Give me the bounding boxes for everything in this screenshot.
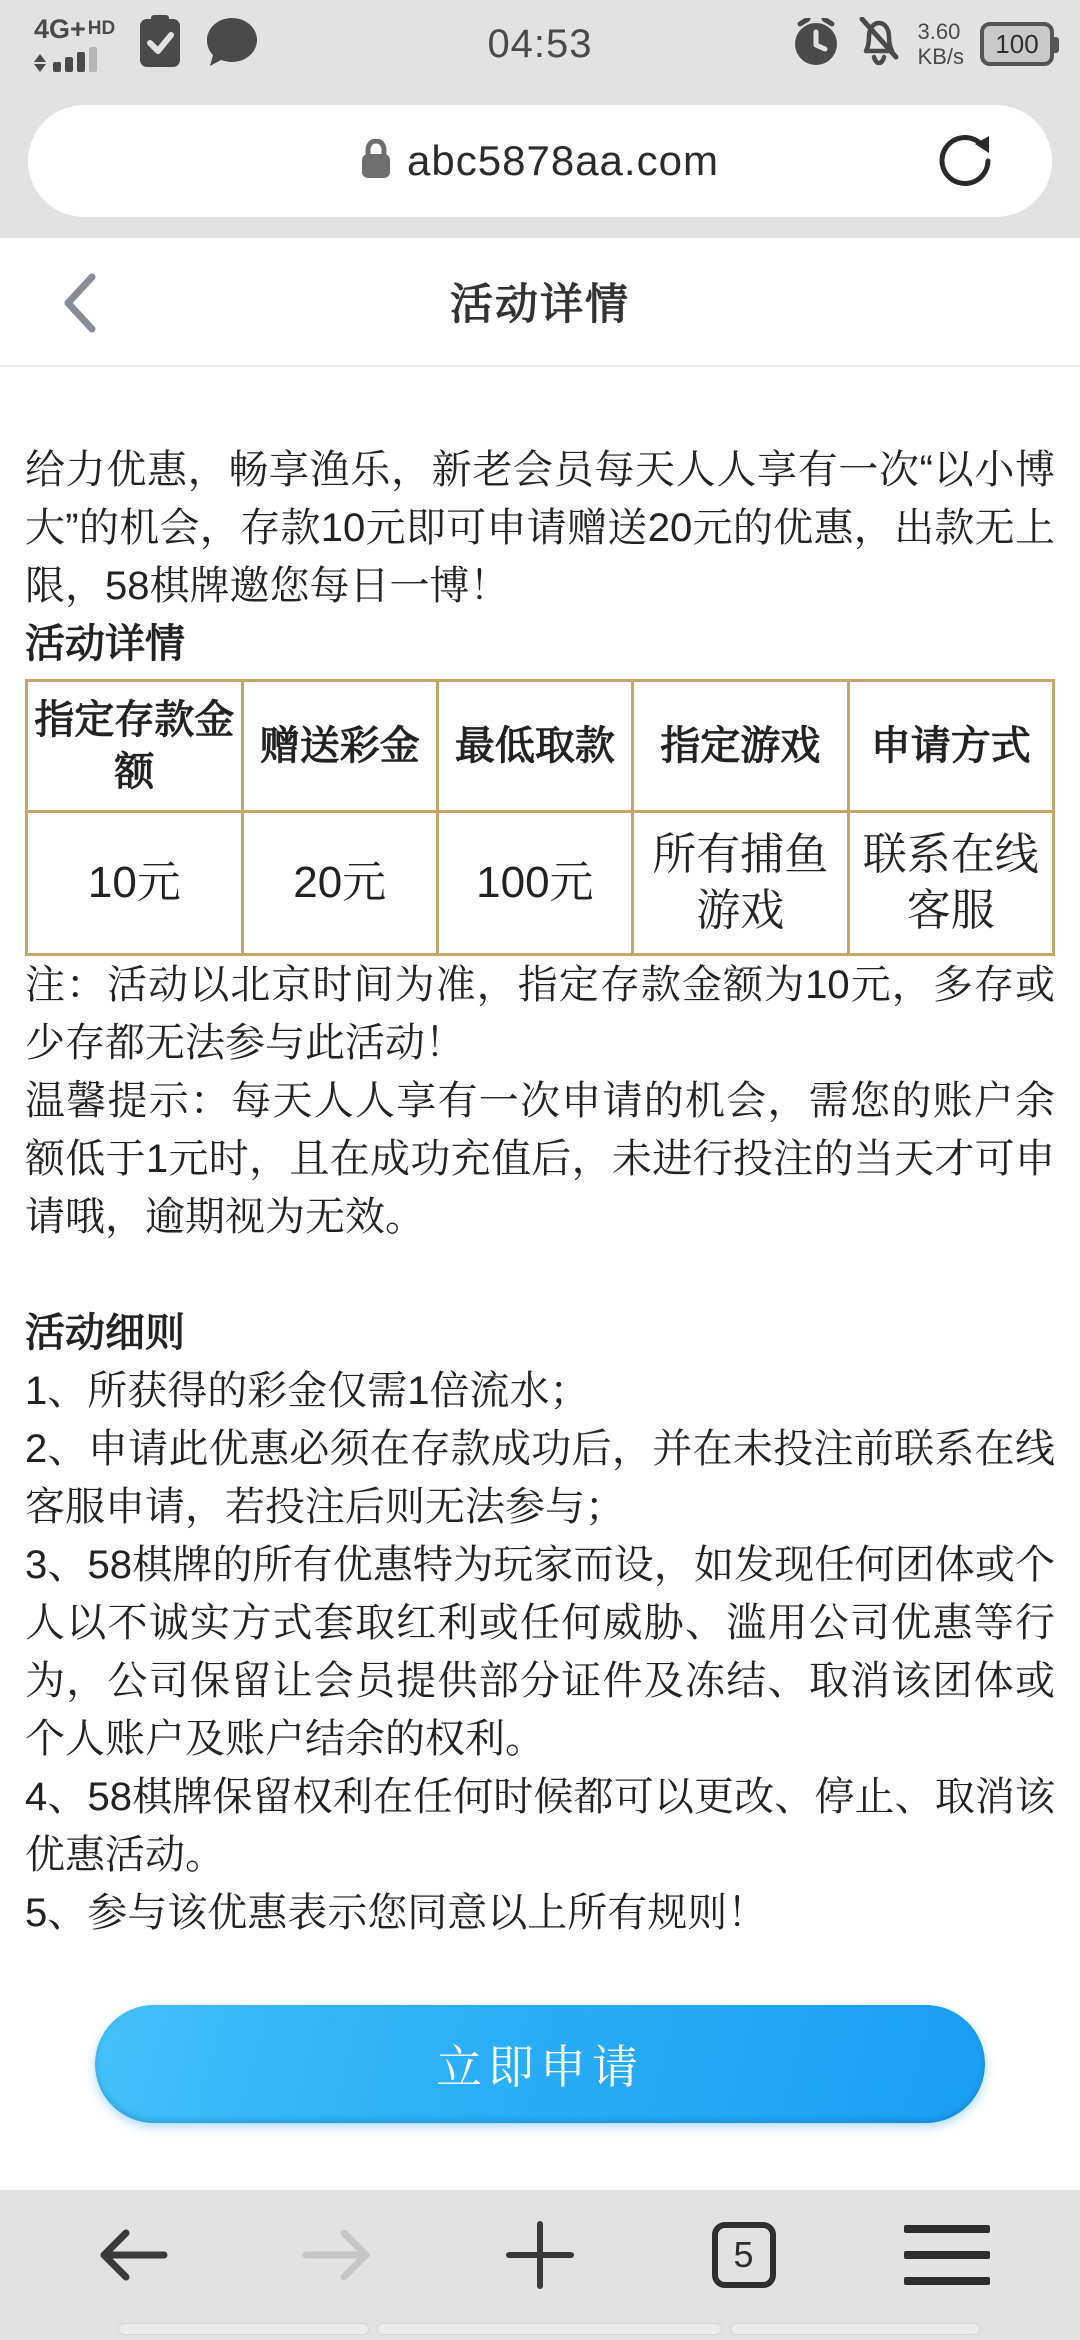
network-type-label: 4G+	[34, 14, 86, 44]
rule-item: 5、参与该优惠表示您同意以上所有规则！	[25, 1891, 768, 1935]
table-header-cell: 赠送彩金	[242, 681, 437, 812]
table-header-cell: 最低取款	[437, 681, 632, 812]
network-speed-indicator	[918, 19, 964, 69]
page-header	[0, 238, 1080, 367]
refresh-button[interactable]	[936, 131, 996, 191]
page-title: 活动详情	[450, 281, 630, 329]
promo-note-text: 注：活动以北京时间为准，指定存款金额为10元，多存或少存都无法参与此活动！	[25, 963, 1055, 1065]
url-bar[interactable]	[28, 105, 1052, 217]
rule-item: 1、所获得的彩金仅需1倍流水；	[25, 1369, 590, 1413]
nav-forward-button[interactable]	[292, 2210, 382, 2300]
gesture-hint-bars	[118, 2323, 980, 2337]
rule-item: 3、58棋牌的所有优惠特为玩家而设，如发现任何团体或个人以不诚实方式套取红利或任何威胁、滥用公司优惠等行为，公司保留让会员提供部分证件及冻结、取消该团体或个人账户及账户结余的权利。	[25, 1543, 1055, 1761]
promo-intro-text: 给力优惠，畅享渔乐，新老会员每天人人享有一次“以小博大”的机会，存款10元即可申请赠送20元的优惠，出款无上限，58棋牌邀您每日一博！	[25, 448, 1055, 608]
battery-indicator	[980, 22, 1054, 66]
promo-tip-text: 温馨提示：每天人人享有一次申请的机会，需您的账户余额低于1元时，且在成功充值后，未进行投注的当天才可申请哦，逾期视为无效。	[25, 1079, 1055, 1239]
apply-now-button[interactable]: 立即申请	[95, 2005, 985, 2123]
nav-menu-button[interactable]	[902, 2210, 992, 2300]
rule-item: 2、申请此优惠必须在存款成功后，并在未投注前联系在线客服申请，若投注后则无法参与；	[25, 1427, 1055, 1529]
hamburger-menu-icon	[904, 2225, 990, 2285]
table-value-cell: 10元	[27, 812, 243, 955]
table-value-cell: 联系在线客服	[848, 812, 1053, 955]
mute-bell-icon	[856, 17, 902, 72]
battery-level: 100	[995, 28, 1039, 59]
tab-count: 5	[733, 2234, 754, 2275]
status-time: 04:53	[487, 21, 593, 66]
speed-value: 3.60	[917, 19, 961, 44]
table-value-cell: 100元	[437, 812, 632, 955]
details-heading: 活动详情	[25, 622, 185, 666]
hd-volte-label: HD	[87, 18, 116, 39]
table-header-cell: 指定存款金额	[27, 681, 243, 812]
promo-table	[25, 679, 1055, 956]
rules-heading: 活动细则	[25, 1311, 185, 1355]
table-header-cell: 指定游戏	[632, 681, 848, 812]
nav-new-tab-button[interactable]	[495, 2210, 585, 2300]
table-header-row	[27, 681, 1054, 812]
nav-tabs-button[interactable]	[699, 2210, 789, 2300]
promo-content	[25, 369, 1055, 1942]
secure-lock-icon	[361, 139, 391, 184]
table-value-cell: 20元	[242, 812, 437, 955]
tab-count-icon	[712, 2222, 776, 2288]
top-status-band	[0, 0, 1080, 238]
rule-item: 4、58棋牌保留权利在任何时候都可以更改、停止、取消该优惠活动。	[25, 1775, 1055, 1877]
speed-unit: KB/s	[917, 44, 964, 69]
table-value-row	[27, 812, 1054, 955]
status-bar	[0, 8, 1080, 80]
nav-back-button[interactable]	[88, 2210, 178, 2300]
browser-bottom-nav	[0, 2190, 1080, 2340]
alarm-clock-icon	[792, 18, 840, 71]
table-value-cell: 所有捕鱼游戏	[632, 812, 848, 955]
url-text: abc5878aa.com	[407, 137, 719, 184]
table-header-cell: 申请方式	[848, 681, 1053, 812]
